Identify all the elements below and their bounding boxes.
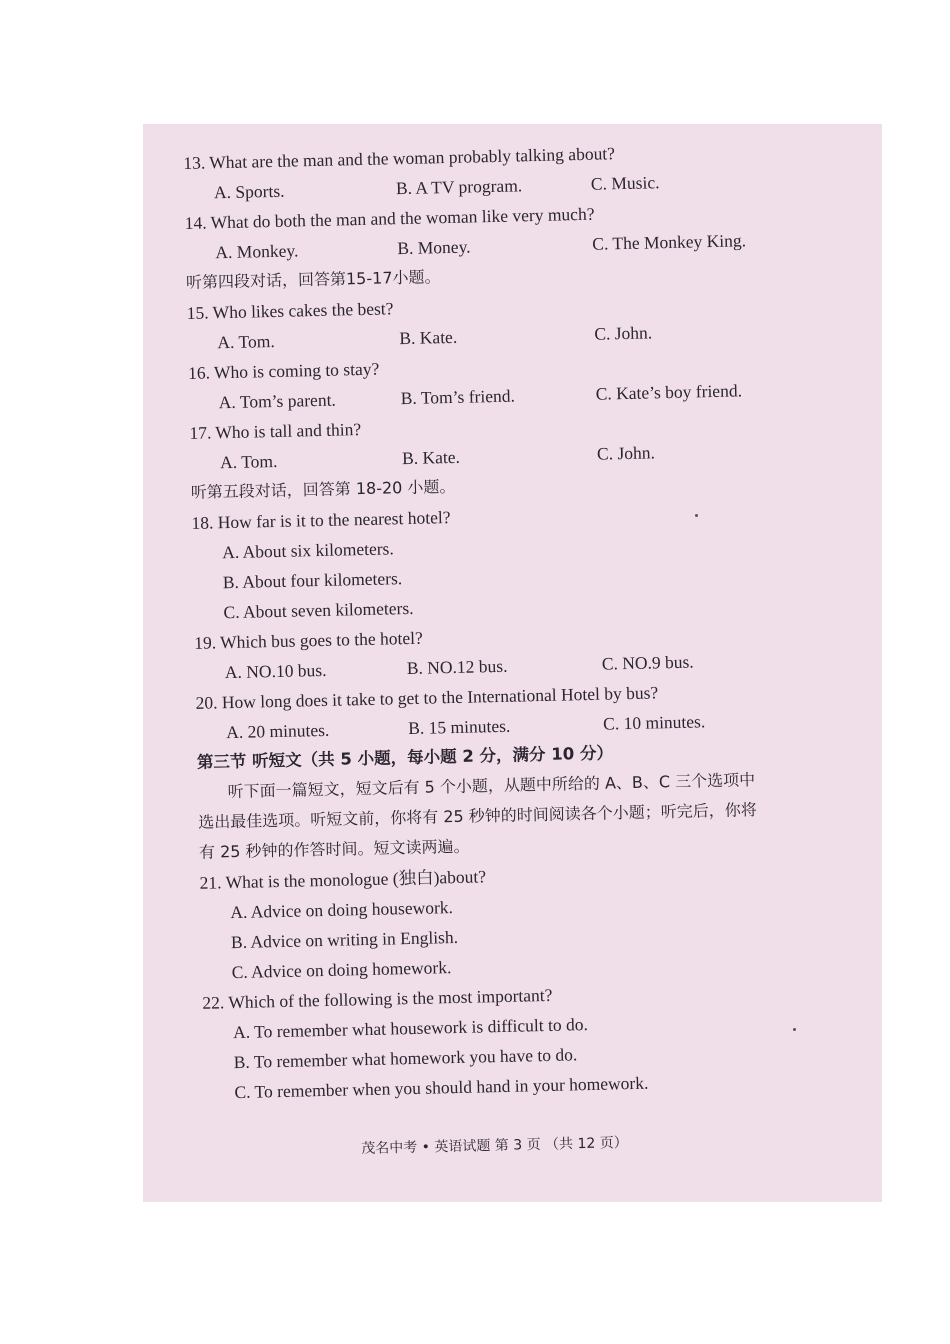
option-b: B. Kate. [399,326,458,349]
question-text: 15. Who likes cakes the best? [186,298,394,323]
section-3-paragraph-line-3: 有 25 秒钟的作答时间。短文读两遍。 [198,836,470,862]
question-text: 22. Which of the following is the most important? [202,984,553,1013]
question-18-option-b: B. About four kilometers. [222,568,403,593]
question-18-option-c: C. About seven kilometers. [223,597,414,623]
question-21-option-c: C. Advice on doing homework. [231,957,452,983]
option-b: B. Kate. [401,446,461,469]
question-text: 16. Who is coming to stay? [187,358,380,383]
question-22-option-a: A. To remember what housework is difficult to do. [232,1014,589,1043]
question-text: 20. How long does it take to get to the International Hotel by bus? [195,682,659,713]
option-b: B. Tom’s friend. [400,385,516,409]
question-text: 21. What is the monologue (独白)about? [199,866,487,893]
question-22-option-c: C. To remember when you should hand in your homework. [234,1072,649,1103]
question-text: 19. Which bus goes to the hotel? [194,627,423,653]
exam-page [143,124,882,1202]
option-a: A. NO.10 bus. [224,659,327,683]
question-text: 17. Who is tall and thin? [189,419,362,443]
option-a: A. Tom’s parent. [218,389,337,413]
option-b: B. NO.12 bus. [406,655,508,679]
option-b: B. Money. [397,236,471,259]
option-c: C. The Monkey King. [592,230,747,254]
page-footer: 茂名中考 • 英语试题 第 3 页 （共 12 页） [361,1134,628,1157]
option-b: B. 15 minutes. [407,715,511,739]
option-a: A. Sports. [213,180,285,203]
section-3-paragraph-line-1: 听下面一篇短文，短文后有 5 个小题，从题中所给的 A、B、C 三个选项中 [227,770,756,802]
question-21-option-b: B. Advice on writing in English. [230,926,459,953]
page-content [183,133,882,1108]
option-c: C. Kate’s boy friend. [595,380,743,404]
option-c: C. Music. [590,172,660,194]
option-a: A. Tom. [217,330,275,353]
option-b: B. A TV program. [395,175,523,199]
section-3-title: 第三节 听短文（共 5 小题，每小题 2 分，满分 10 分） [196,743,614,772]
scan-speck [695,514,698,517]
option-a: A. 20 minutes. [226,719,330,743]
option-c: C. NO.9 bus. [601,651,694,674]
scan-speck [793,1028,796,1031]
question-22-option-b: B. To remember what homework you have to do. [233,1044,578,1073]
option-c: C. 10 minutes. [602,711,706,734]
option-a: A. Tom. [219,450,278,473]
question-text: 13. What are the man and the woman probably talking about? [183,143,616,173]
instruction-dialogue-4: 听第四段对话，回答第15-17小题。 [185,267,441,292]
option-a: A. Monkey. [215,240,299,263]
option-c: C. John. [594,322,653,344]
question-text: 14. What do both the man and the woman like very much? [184,203,595,233]
question-text: 18. How far is it to the nearest hotel? [191,507,451,533]
option-c: C. John. [596,442,656,464]
section-3-paragraph-line-2: 选出最佳选项。听短文前，你将有 25 秒钟的时间阅读各个小题；听完后，你将 [198,800,757,832]
instruction-dialogue-5: 听第五段对话，回答第 18-20 小题。 [190,476,456,502]
question-21-option-a: A. Advice on doing housework. [230,897,454,923]
question-18-option-a: A. About six kilometers. [221,538,394,563]
